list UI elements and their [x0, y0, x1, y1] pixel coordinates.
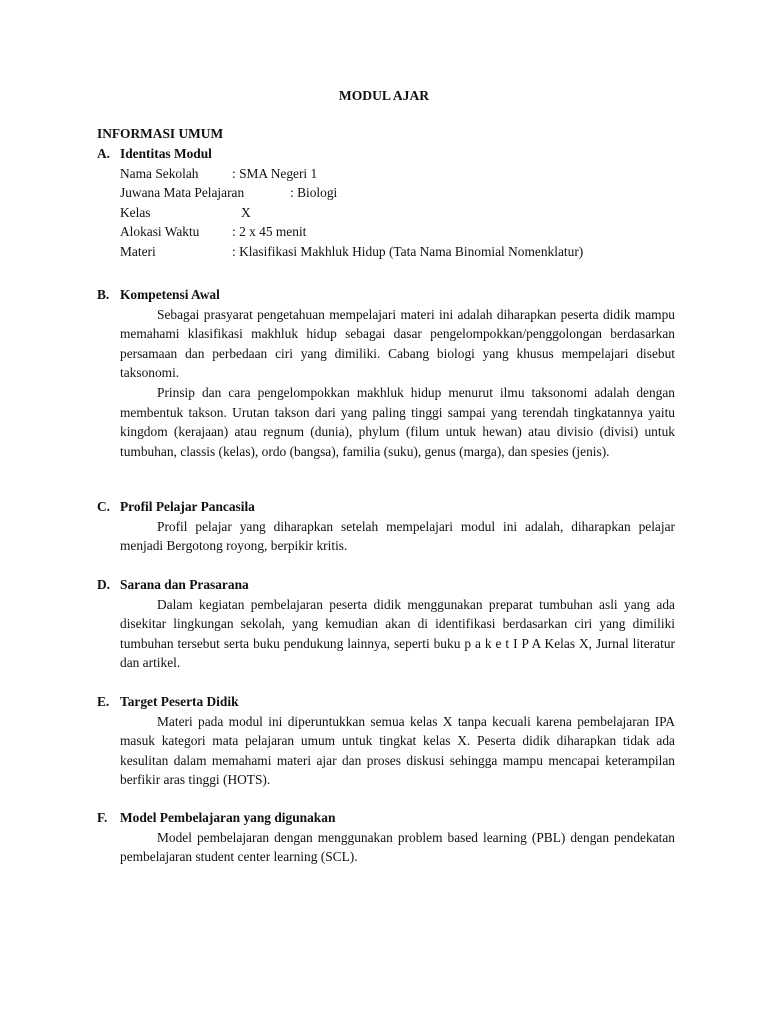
paragraph: Profil pelajar yang diharapkan setelah mempelajari modul ini adalah, diharapkan pelajar menjadi Bergotong royong, berpikir kritis. — [120, 518, 675, 554]
section-letter: C. — [97, 499, 111, 514]
section-target-peserta-didik — [97, 692, 675, 790]
section-heading — [97, 144, 675, 164]
identity-label: Nama Sekolah — [120, 165, 199, 181]
identity-label: Juwana Mata Pelajaran — [120, 185, 245, 201]
section-profil-pelajar-pancasila — [97, 497, 675, 556]
section-letter: E. — [97, 694, 110, 709]
identity-label: Kelas — [120, 204, 151, 220]
paragraph: Sebagai prasyarat pengetahuan mempelajari materi ini adalah diharapkan peserta didik mampu memahami klasifikasi makhluk hidup sebagai dasar pengelompokkan/penggolongan berdasarkan persamaan dan perbedaan ciri yang dimiliki. Cabang biologi yang khusus mempelajari disebut taksonomi. — [120, 306, 675, 381]
identity-label: Alokasi Waktu — [120, 224, 200, 240]
section-heading-informasi-umum: INFORMASI UMUM — [97, 126, 224, 141]
section-title: Sarana dan Prasarana — [120, 577, 249, 592]
section-letter: D. — [97, 577, 111, 592]
identity-row-mata-pelajaran — [120, 183, 675, 203]
section-heading — [97, 497, 675, 517]
identity-row-alokasi-waktu — [120, 222, 675, 242]
section-title: Model Pembelajaran yang digunakan — [120, 810, 336, 825]
section-heading — [97, 285, 675, 305]
identity-row-nama-sekolah — [120, 164, 675, 184]
identity-value: X — [241, 204, 251, 220]
section-kompetensi-awal — [97, 285, 675, 461]
paragraph: Materi pada modul ini diperuntukkan semua kelas X tanpa kecuali karena pembelajaran IPA masuk kategori mata pelajaran umum untuk tingkat kelas X. Peserta didik diharapkan tidak ada kesulitan dalam memahami materi ajar dan proses diskusi sehingga mampu mencapai keterampilan berfikir aras tinggi (HOTS). — [120, 713, 675, 788]
section-title: Profil Pelajar Pancasila — [120, 499, 255, 514]
identity-label: Materi — [120, 243, 156, 259]
paragraph: Dalam kegiatan pembelajaran peserta didik menggunakan preparat tumbuhan asli yang ada disekitar lingkungan sekolah, yang kemudian akan di identifikasi berdasarkan ciri yang dimiliki tumbuhan tersebut serta buku pendukung lainnya, seperti buku p a k e t I P A Kelas X, Jurnal literatur dan artikel. — [120, 596, 675, 671]
section-sarana-prasarana — [97, 575, 675, 673]
identity-value: : 2 x 45 menit — [232, 224, 307, 240]
section-letter: F. — [97, 810, 108, 825]
document-title: MODUL AJAR — [338, 88, 430, 103]
section-letter: B. — [97, 287, 110, 302]
identity-value: : Biologi — [290, 185, 338, 201]
section-heading — [97, 692, 675, 712]
section-heading — [97, 575, 675, 595]
paragraph: Prinsip dan cara pengelompokkan makhluk hidup menurut ilmu taksonomi adalah dengan membentuk takson. Urutan takson dari yang paling tinggi sampai yang terendah tingkatannya yaitu kingdom (kerajaan) atau regnum (dunia), phylum (filum untuk hewan) atau divisio (divisi) untuk tumbuhan, classis (kelas), ordo (bangsa), familia (suku), genus (marga), dan spesies (jenis). — [120, 384, 675, 459]
identity-value: : Klasifikasi Makhluk Hidup (Tata Nama Binomial Nomenklatur) — [232, 243, 584, 259]
section-model-pembelajaran — [97, 808, 675, 867]
identity-row-materi — [120, 242, 675, 262]
section-letter: A. — [97, 146, 111, 161]
section-heading — [97, 808, 675, 828]
section-title: Kompetensi Awal — [120, 287, 220, 302]
identity-row-kelas — [120, 203, 675, 223]
section-identitas-modul — [97, 144, 675, 262]
identity-value: : SMA Negeri 1 — [232, 165, 318, 181]
section-title: Identitas Modul — [120, 146, 212, 161]
section-title: Target Peserta Didik — [120, 694, 239, 709]
paragraph: Model pembelajaran dengan menggunakan problem based learning (PBL) dengan pendekatan pembelajaran student center learning (SCL). — [120, 829, 675, 865]
